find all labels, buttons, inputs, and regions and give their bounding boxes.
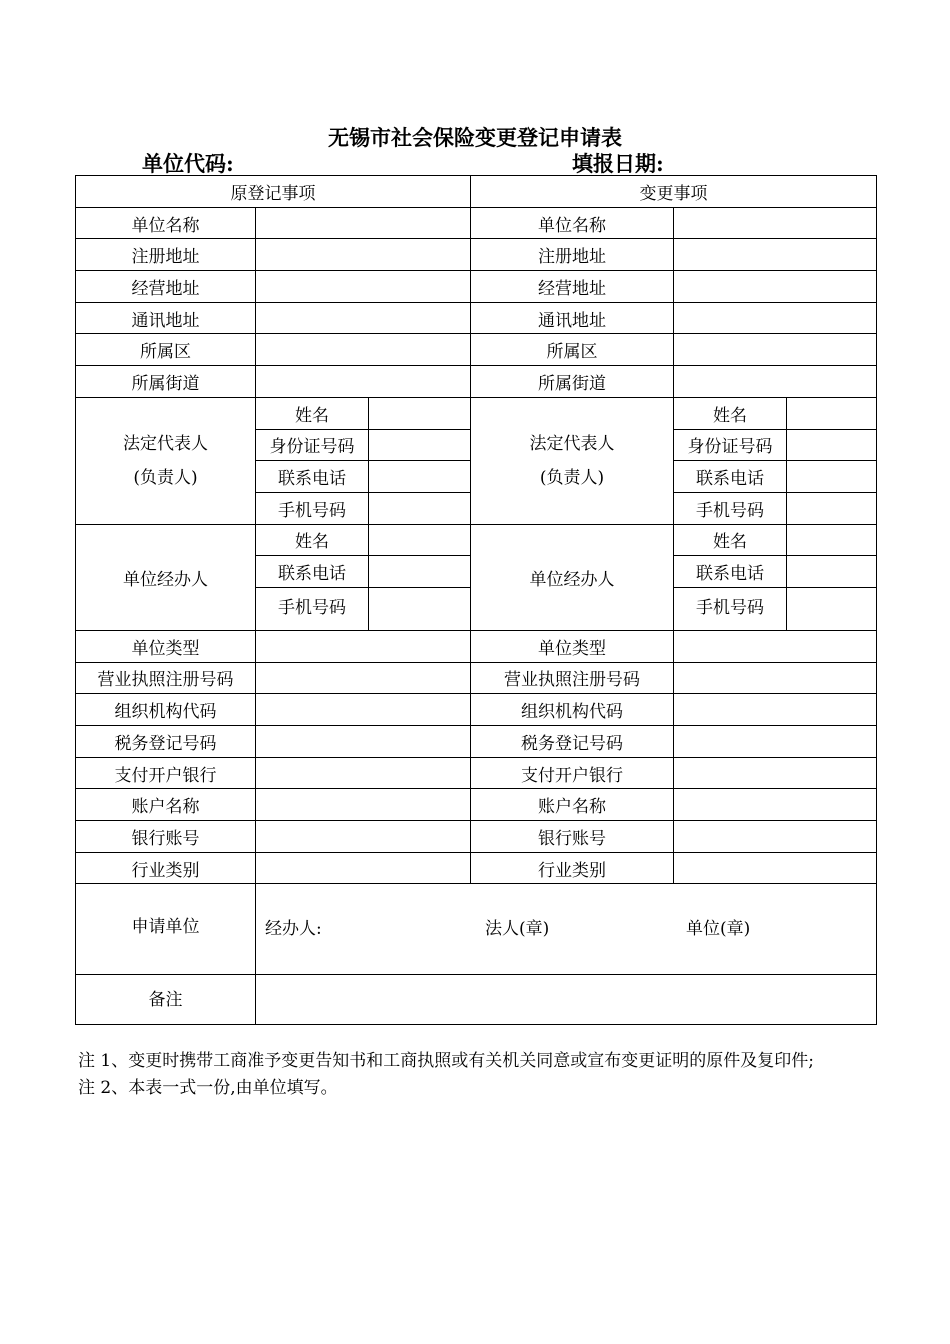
sub-field-label: 身份证号码 <box>674 429 787 461</box>
original-value-cell[interactable] <box>256 789 471 821</box>
change-value-cell[interactable] <box>674 694 877 726</box>
field-label: 注册地址 <box>471 239 674 271</box>
field-label: 单位名称 <box>76 207 256 239</box>
unit-code-label: 单位代码: <box>142 151 234 176</box>
legal-rep-label <box>471 397 674 524</box>
agent-label: 单位经办人 <box>76 524 256 630</box>
field-label: 税务登记号码 <box>76 726 256 758</box>
change-value-cell[interactable] <box>674 852 877 884</box>
change-items-header: 变更事项 <box>471 176 877 208</box>
field-label: 组织机构代码 <box>76 694 256 726</box>
apply-row <box>76 884 877 975</box>
form-title: 无锡市社会保险变更登记申请表 <box>328 125 622 150</box>
legal-seal-label: 法人(章) <box>485 919 550 940</box>
field-label: 支付开户银行 <box>76 757 256 789</box>
table-row <box>76 726 877 758</box>
sub-field-label: 联系电话 <box>674 461 787 493</box>
table-row <box>76 524 877 556</box>
sub-field-label: 联系电话 <box>674 556 787 588</box>
change-value-cell[interactable] <box>674 366 877 398</box>
change-value-cell[interactable] <box>787 524 877 556</box>
field-label: 单位类型 <box>76 630 256 662</box>
table-row <box>76 271 877 303</box>
fill-date-label: 填报日期: <box>572 151 664 176</box>
column-header-row <box>76 176 877 208</box>
field-label: 所属街道 <box>471 366 674 398</box>
table-row <box>76 630 877 662</box>
remarks-label: 备注 <box>76 975 256 1025</box>
field-label: 营业执照注册号码 <box>76 662 256 694</box>
field-label: 税务登记号码 <box>471 726 674 758</box>
table-row <box>76 366 877 398</box>
table-row <box>76 821 877 853</box>
original-value-cell[interactable] <box>256 271 471 303</box>
original-value-cell[interactable] <box>369 461 471 493</box>
change-value-cell[interactable] <box>674 726 877 758</box>
field-label: 通讯地址 <box>471 302 674 334</box>
sub-field-label: 联系电话 <box>256 461 369 493</box>
field-label: 营业执照注册号码 <box>471 662 674 694</box>
field-label: 通讯地址 <box>76 302 256 334</box>
sub-field-label: 姓名 <box>674 524 787 556</box>
field-label: 账户名称 <box>76 789 256 821</box>
change-value-cell[interactable] <box>674 757 877 789</box>
unit-seal-label: 单位(章) <box>686 919 751 940</box>
sub-field-label: 姓名 <box>674 397 787 429</box>
change-value-cell[interactable] <box>674 630 877 662</box>
change-value-cell[interactable] <box>674 662 877 694</box>
table-row <box>76 757 877 789</box>
legal-rep-label-line2: (负责人) <box>539 467 605 488</box>
change-value-cell[interactable] <box>674 271 877 303</box>
table-row <box>76 789 877 821</box>
agent-signature-label: 经办人: <box>265 919 322 940</box>
table-row <box>76 852 877 884</box>
change-value-cell[interactable] <box>787 397 877 429</box>
original-value-cell[interactable] <box>369 429 471 461</box>
notes <box>78 1048 878 1102</box>
original-value-cell[interactable] <box>369 587 471 630</box>
note-2: 注 2、本表一式一份,由单位填写。 <box>78 1078 338 1098</box>
change-value-cell[interactable] <box>674 207 877 239</box>
change-value-cell[interactable] <box>787 429 877 461</box>
original-items-header: 原登记事项 <box>76 176 471 208</box>
field-label: 支付开户银行 <box>471 757 674 789</box>
original-value-cell[interactable] <box>256 239 471 271</box>
field-label: 银行账号 <box>471 821 674 853</box>
table-row <box>76 662 877 694</box>
original-value-cell[interactable] <box>369 556 471 588</box>
original-value-cell[interactable] <box>256 694 471 726</box>
sub-field-label: 手机号码 <box>674 587 787 630</box>
change-value-cell[interactable] <box>787 556 877 588</box>
change-value-cell[interactable] <box>674 789 877 821</box>
field-label: 所属街道 <box>76 366 256 398</box>
field-label: 经营地址 <box>471 271 674 303</box>
field-label: 银行账号 <box>76 821 256 853</box>
change-value-cell[interactable] <box>674 239 877 271</box>
original-value-cell[interactable] <box>256 726 471 758</box>
sub-field-label: 联系电话 <box>256 556 369 588</box>
application-form-table <box>75 175 877 1025</box>
change-value-cell[interactable] <box>674 302 877 334</box>
original-value-cell[interactable] <box>256 302 471 334</box>
field-label: 单位名称 <box>471 207 674 239</box>
change-value-cell[interactable] <box>674 821 877 853</box>
legal-rep-label-line2: (负责人) <box>133 467 198 488</box>
original-value-cell[interactable] <box>256 821 471 853</box>
field-label: 所属区 <box>471 334 674 366</box>
sub-field-label: 手机号码 <box>256 492 369 524</box>
original-value-cell[interactable] <box>256 662 471 694</box>
sub-field-label: 姓名 <box>256 397 369 429</box>
legal-rep-label <box>76 397 256 524</box>
field-label: 注册地址 <box>76 239 256 271</box>
field-label: 账户名称 <box>471 789 674 821</box>
table-row <box>76 207 877 239</box>
field-label: 单位类型 <box>471 630 674 662</box>
sub-field-label: 身份证号码 <box>256 429 369 461</box>
original-value-cell[interactable] <box>256 757 471 789</box>
original-value-cell[interactable] <box>369 492 471 524</box>
sub-field-label: 姓名 <box>256 524 369 556</box>
remarks-value-cell[interactable] <box>256 975 877 1025</box>
table-row <box>76 397 877 429</box>
table-row <box>76 334 877 366</box>
note-1: 注 1、变更时携带工商准予变更告知书和工商执照或有关机关同意或宣布变更证明的原件及复印件; <box>78 1051 814 1071</box>
original-value-cell[interactable] <box>256 334 471 366</box>
change-value-cell[interactable] <box>787 492 877 524</box>
original-value-cell[interactable] <box>256 207 471 239</box>
sub-field-label: 手机号码 <box>674 492 787 524</box>
table-row <box>76 302 877 334</box>
change-value-cell[interactable] <box>674 334 877 366</box>
field-label: 行业类别 <box>471 852 674 884</box>
remarks-row <box>76 975 877 1025</box>
apply-unit-label: 申请单位 <box>76 884 256 975</box>
legal-rep-label-line1: 法定代表人 <box>529 433 615 454</box>
original-value-cell[interactable] <box>256 366 471 398</box>
field-label: 所属区 <box>76 334 256 366</box>
original-value-cell[interactable] <box>256 630 471 662</box>
sub-field-label: 手机号码 <box>256 587 369 630</box>
field-label: 行业类别 <box>76 852 256 884</box>
change-value-cell[interactable] <box>787 587 877 630</box>
field-label: 经营地址 <box>76 271 256 303</box>
table-row <box>76 239 877 271</box>
field-label: 组织机构代码 <box>471 694 674 726</box>
table-row <box>76 694 877 726</box>
original-value-cell[interactable] <box>256 852 471 884</box>
change-value-cell[interactable] <box>787 461 877 493</box>
original-value-cell[interactable] <box>369 397 471 429</box>
original-value-cell[interactable] <box>369 524 471 556</box>
apply-signature-cell[interactable] <box>256 884 877 975</box>
agent-label: 单位经办人 <box>471 524 674 630</box>
legal-rep-label-line1: 法定代表人 <box>123 433 208 454</box>
